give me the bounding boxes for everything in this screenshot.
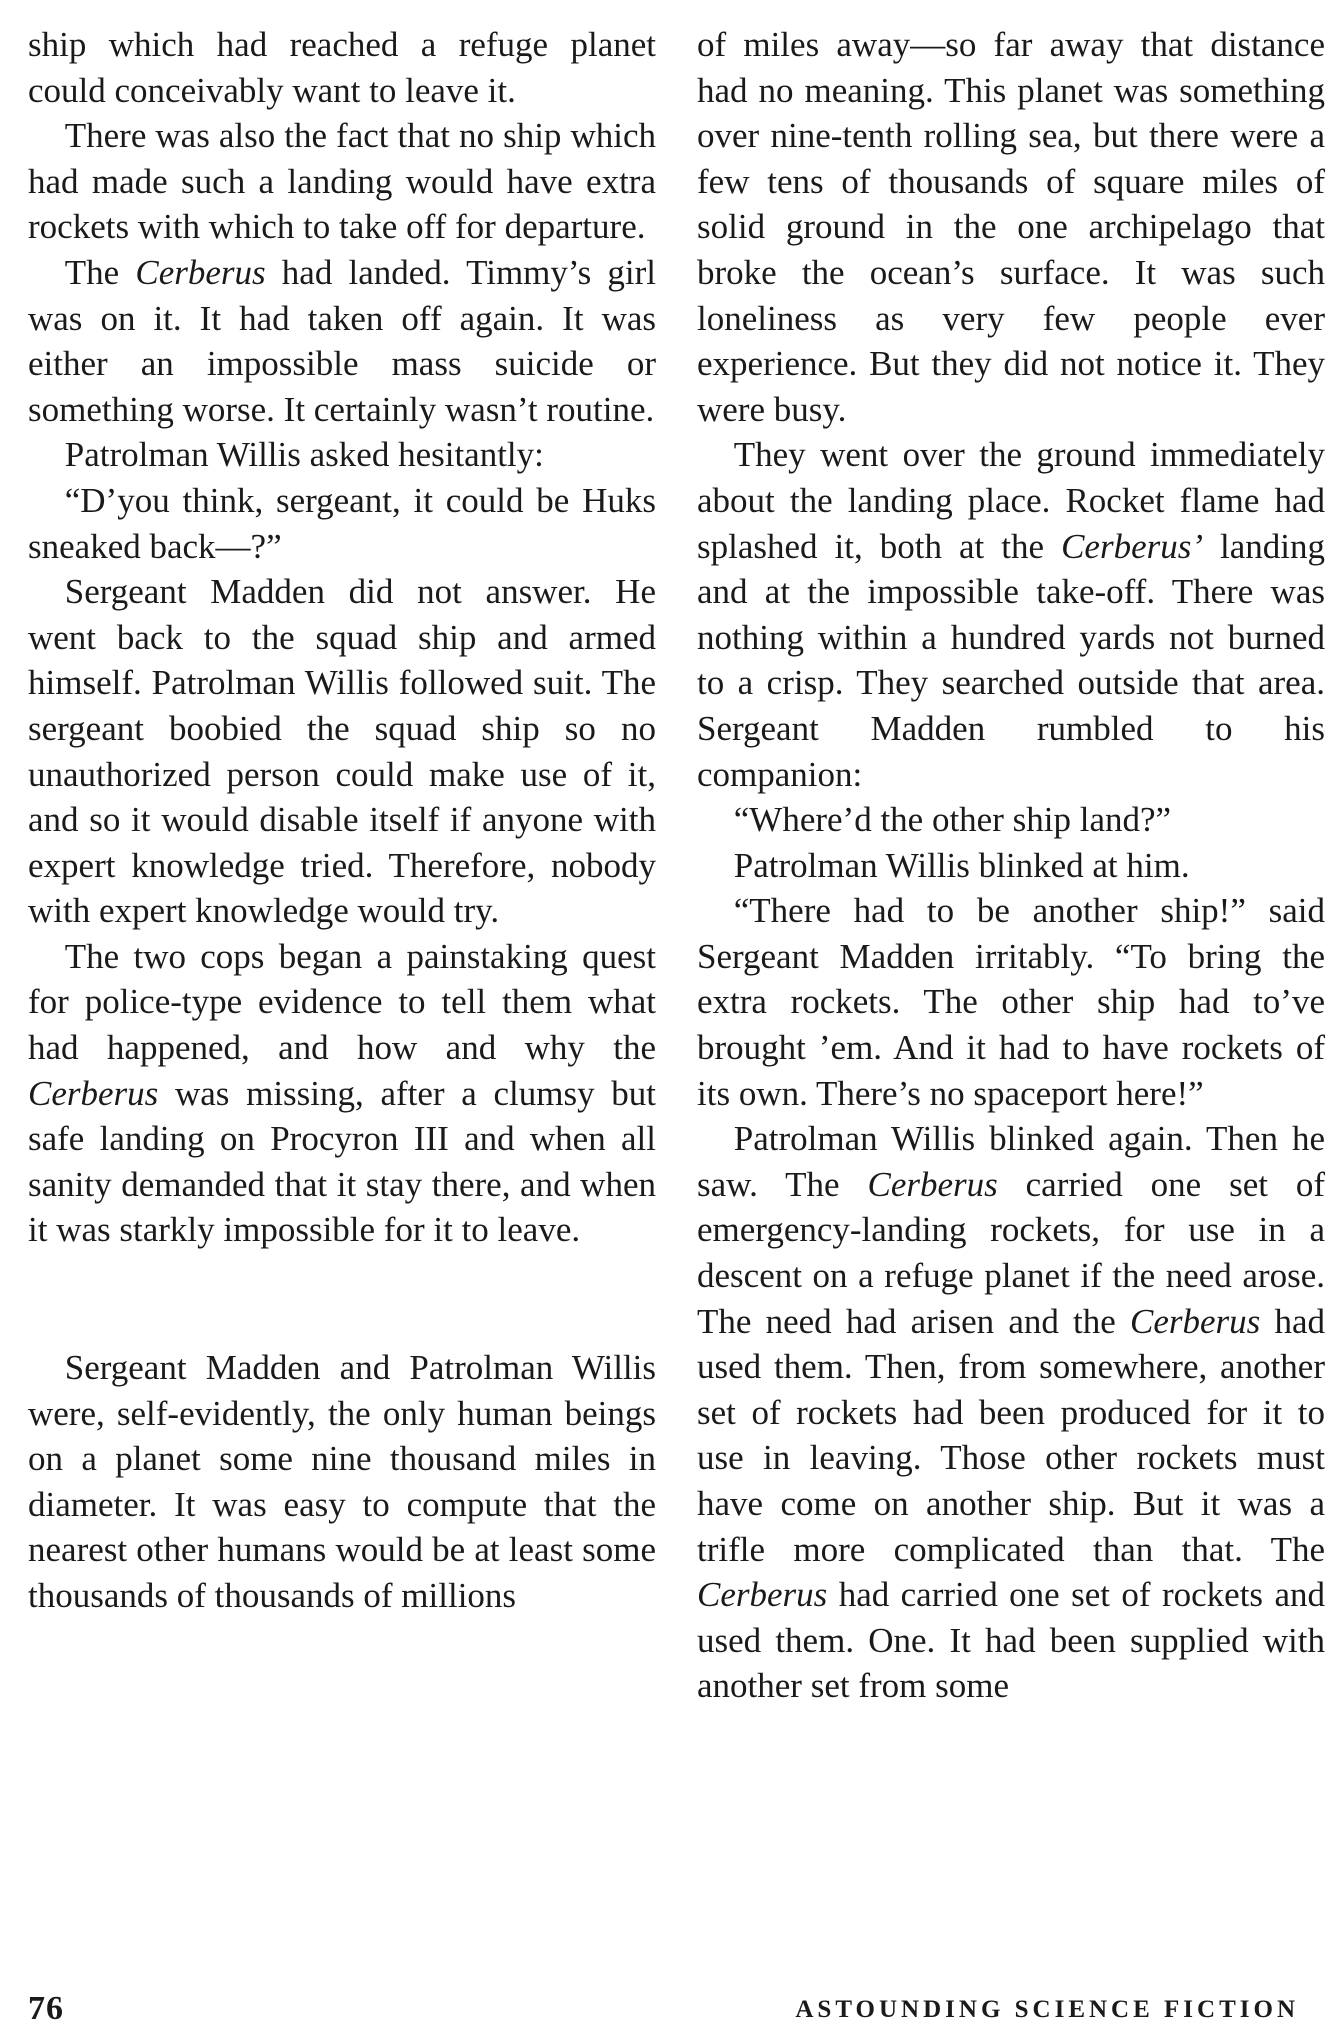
paragraph: “Where’d the other ship land?”: [733, 800, 1172, 840]
paragraph: Patrolman Willis blinked at him.: [733, 845, 1190, 885]
paragraph: Patrolman Willis asked hesitantly:: [64, 435, 544, 475]
text-run: Patrolman Willis blinked again. Then he saw. The: [697, 1119, 1325, 1204]
text-run: They went over the ground immediately about the landing place. Rocket flame had splashed it, both at the: [697, 435, 1325, 566]
text-run: had used them. Then, from somewhere, another set of rockets had been produced for it to use in leaving. Those other rockets must have come on another ship. But it was a trifle more complicated than that. The: [697, 1301, 1325, 1569]
ship-name: Cerberus: [28, 1073, 159, 1113]
paragraph: There was also the fact that no ship which had made such a landing would have extra rockets with which to take off for departure.: [28, 116, 656, 247]
text-run: had landed. Timmy’s girl was on it. It had taken off again. It was either an impossible mass suicide or something worse. It certainly wasn’t routine.: [28, 252, 657, 429]
ship-name: Cerberus’: [1061, 526, 1203, 566]
paragraph: [697, 432, 1325, 797]
page-footer: [0, 1990, 1329, 2030]
paragraph: ship which had reached a refuge planet could conceivably want to leave it.: [28, 25, 656, 110]
running-title: ASTOUNDING SCIENCE FICTION: [795, 1996, 1299, 2023]
paragraph: [28, 934, 656, 1253]
paragraph: “D’you think, sergeant, it could be Huks sneaked back—?”: [28, 480, 656, 566]
text-run: had carried one set of rockets and used them. One. It had been supplied with another set from some: [697, 1575, 1325, 1706]
text-run: carried one set of emergency-landing rockets, for use in a descent on a refuge planet if the need arose. The need had arisen and the: [697, 1164, 1325, 1341]
text-run: The two cops began a painstaking quest for police-type evidence to tell them what had happened, and how and why the: [28, 936, 656, 1068]
paragraph: of miles away—so far away that distance had no meaning. This planet was something over nine-tenth rolling sea, but there were a few tens of thousands of square miles of solid ground in the one archipelago that broke the ocean’s surface. It was such loneliness as very few people ever experience. But they did not notice it. They were busy.: [697, 25, 1325, 429]
left-column: [28, 22, 656, 1619]
text-run: was missing, after a clumsy but safe landing on Procyron III and when all sanity demanded that it stay there, and when it was starkly impossible for it to leave.: [28, 1073, 656, 1250]
paragraph: Sergeant Madden did not answer. He went back to the squad ship and armed himself. Patrolman Willis followed suit. The sergeant boobied the squad ship so no unauthorized person could make use of it, and so it would disable itself if anyone with expert knowledge tried. Therefore, nobody with expert knowledge would try.: [28, 572, 656, 931]
paragraph: “There had to be another ship!” said Sergeant Madden irritably. “To bring the extra rockets. The other ship had to’ve brought ’em. And it had to have rockets of its own. There’s no spaceport here!”: [697, 891, 1325, 1113]
paragraph: Sergeant Madden and Patrolman Willis were, self-evidently, the only human beings on a planet some nine thousand miles in diameter. It was easy to compute that the nearest other humans would be at least some thousands of thousands of millions: [28, 1348, 656, 1615]
paragraph: [28, 250, 656, 432]
ship-name: Cerberus: [135, 252, 266, 292]
ship-name: Cerberus: [867, 1164, 998, 1204]
text-run: landing and at the impossible take-off. There was nothing within a hundred yards not burned to a crisp. They searched outside that area. Sergeant Madden rumbled to his companion:: [697, 526, 1325, 794]
page-number: 76: [28, 1990, 64, 2027]
text-run: The: [64, 252, 136, 292]
ship-name: Cerberus: [1129, 1301, 1261, 1341]
ship-name: Cerberus: [697, 1575, 828, 1615]
right-column: [697, 22, 1325, 1709]
paragraph: [697, 1116, 1325, 1709]
